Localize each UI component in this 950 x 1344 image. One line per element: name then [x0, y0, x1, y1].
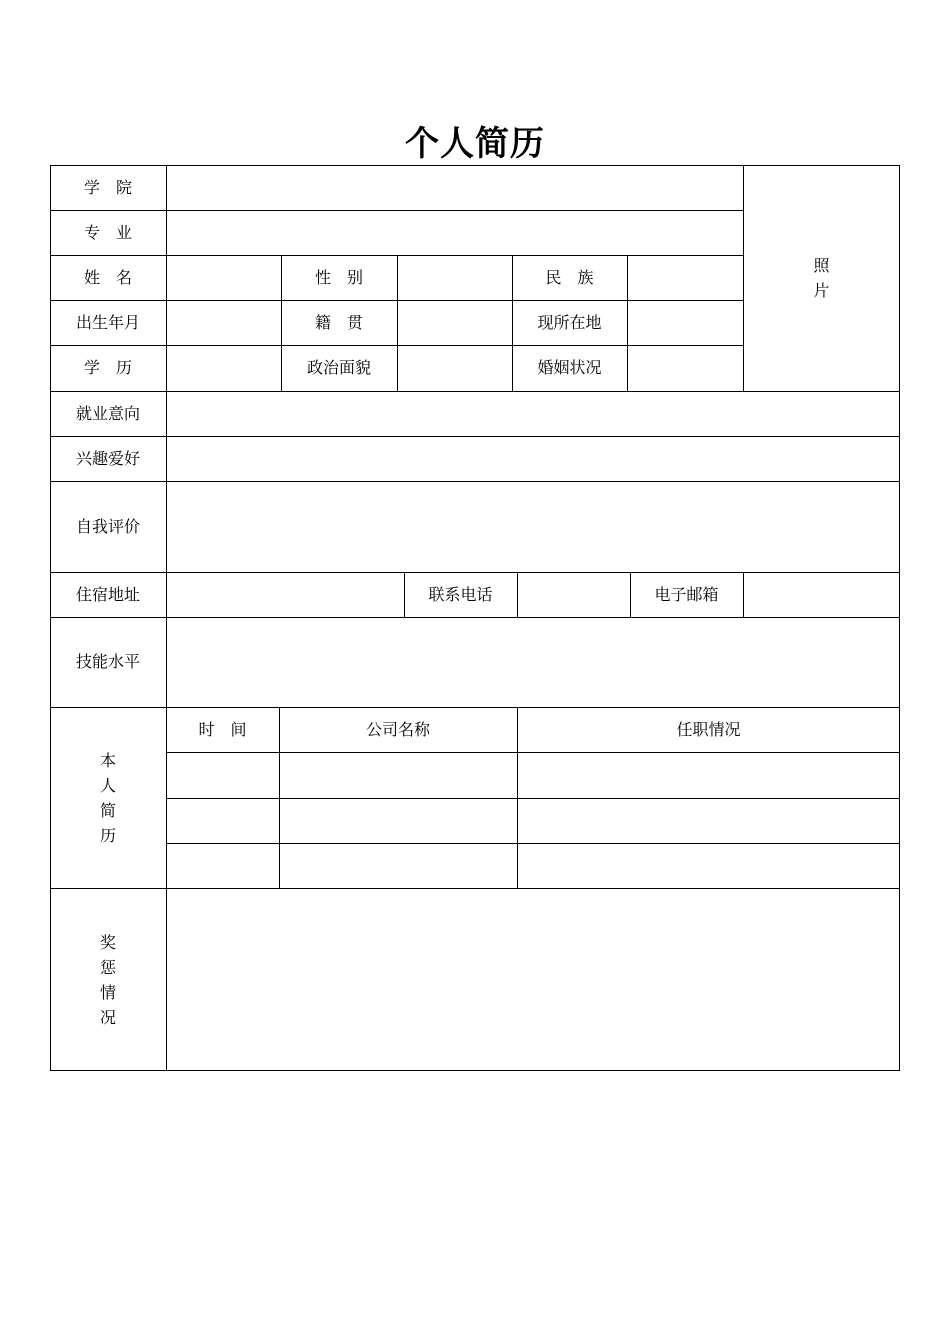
political-field[interactable]	[398, 346, 512, 391]
label-resume-2: 人	[99, 775, 116, 795]
job-intent-field[interactable]	[167, 392, 899, 436]
label-job-intent: 就业意向	[75, 403, 140, 423]
email-field[interactable]	[744, 573, 899, 617]
resume-row-1-time[interactable]	[167, 753, 279, 798]
resume-row-3-company[interactable]	[280, 844, 517, 888]
resume-row-2-time[interactable]	[167, 799, 279, 843]
label-gender: 性 别	[314, 267, 363, 287]
label-phone: 联系电话	[428, 584, 493, 604]
hobbies-field[interactable]	[167, 437, 899, 481]
header-position: 任职情况	[676, 719, 741, 739]
gender-field[interactable]	[398, 256, 512, 300]
label-address: 住宿地址	[75, 584, 140, 604]
label-political: 政治面貌	[306, 358, 371, 377]
education-field[interactable]	[167, 346, 281, 391]
major-field[interactable]	[167, 211, 742, 255]
photo-box[interactable]	[743, 165, 900, 391]
label-ethnicity: 民 族	[545, 267, 594, 287]
self-eval-field[interactable]	[167, 482, 899, 572]
resume-form-table	[50, 165, 900, 1071]
label-awards-4: 况	[99, 1007, 116, 1027]
label-birth: 出生年月	[75, 312, 140, 332]
label-education: 学 历	[83, 358, 132, 377]
label-self-eval: 自我评价	[75, 516, 140, 536]
birth-field[interactable]	[167, 301, 281, 345]
label-resume-4: 历	[99, 825, 116, 845]
label-awards-3: 情	[99, 982, 116, 1002]
label-native-place: 籍 贯	[314, 312, 363, 332]
label-photo-2: 片	[813, 281, 830, 300]
address-field[interactable]	[167, 573, 404, 617]
label-name: 姓 名	[83, 267, 132, 287]
label-skills: 技能水平	[75, 652, 140, 671]
label-awards-1: 奖	[99, 932, 116, 952]
label-resume	[50, 707, 166, 888]
label-awards	[50, 888, 166, 1071]
label-awards-2: 惩	[99, 957, 116, 977]
awards-field[interactable]	[167, 889, 899, 1070]
resume-row-3-time[interactable]	[167, 844, 279, 888]
resume-row-2-position[interactable]	[518, 799, 899, 843]
phone-field[interactable]	[518, 573, 630, 617]
resume-row-3-position[interactable]	[518, 844, 899, 888]
resume-row-2-company[interactable]	[280, 799, 517, 843]
name-field[interactable]	[167, 256, 281, 300]
marital-field[interactable]	[628, 346, 743, 391]
label-resume-3: 简	[99, 800, 116, 820]
header-time: 时 间	[198, 719, 247, 739]
header-company: 公司名称	[365, 719, 430, 739]
resume-row-1-company[interactable]	[280, 753, 517, 798]
label-college: 学 院	[83, 177, 132, 197]
label-location: 现所在地	[537, 312, 602, 332]
native-place-field[interactable]	[398, 301, 512, 345]
label-hobbies: 兴趣爱好	[75, 448, 140, 468]
label-major: 专 业	[83, 222, 132, 242]
resume-row-1-position[interactable]	[518, 753, 899, 798]
label-photo-1: 照	[813, 256, 830, 275]
skills-field[interactable]	[167, 618, 899, 707]
label-marital: 婚姻状况	[537, 358, 602, 377]
label-resume-1: 本	[99, 750, 116, 770]
college-field[interactable]	[167, 166, 742, 210]
label-email: 电子邮箱	[654, 584, 719, 604]
page-title: 个人简历	[405, 124, 545, 164]
location-field[interactable]	[628, 301, 743, 345]
ethnicity-field[interactable]	[628, 256, 743, 300]
